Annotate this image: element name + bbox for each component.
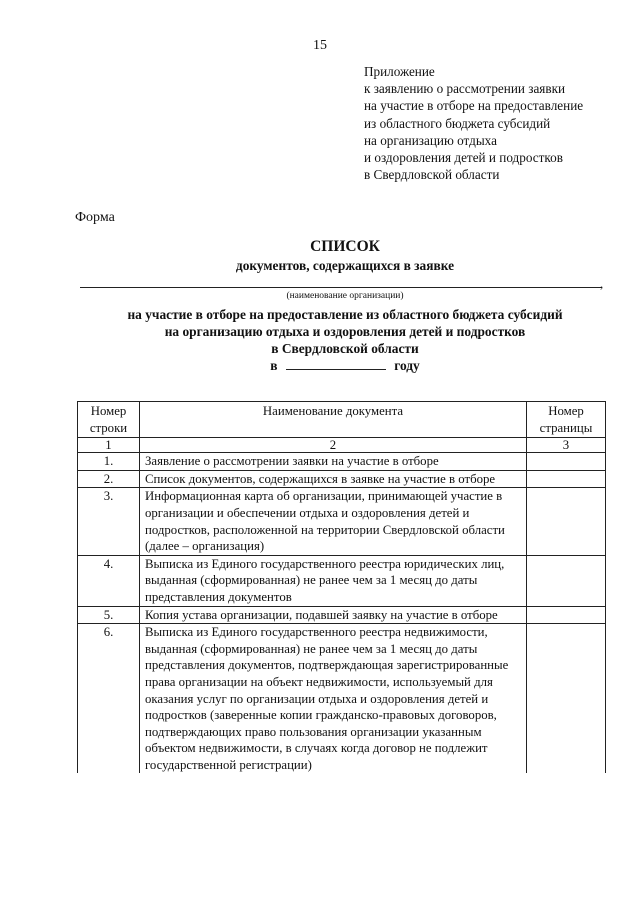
selection-heading xyxy=(0,306,640,357)
document-name: Заявление о рассмотрении заявки на участие в отборе xyxy=(140,453,527,471)
heading-line: на организацию отдыха и оздоровления детей и подростков xyxy=(164,324,526,339)
appendix-line: на организацию отдыха xyxy=(364,132,497,148)
index-cell: 1 xyxy=(78,438,140,453)
page-number-cell[interactable] xyxy=(527,606,606,624)
table-row xyxy=(78,470,606,488)
header-document-name: Наименование документа xyxy=(140,402,527,438)
heading-line: в Свердловской области xyxy=(271,341,419,356)
document-name: Информационная карта об организации, принимающей участие в организации и обеспечении отдыха и оздоровления детей и подростков, расположенной на территории Свердловской области (далее – организация) xyxy=(140,488,527,555)
appendix-line: в Свердловской области xyxy=(364,167,500,183)
table-row xyxy=(78,606,606,624)
row-number: 5. xyxy=(78,606,140,624)
page-number-cell[interactable] xyxy=(527,555,606,606)
page-number-cell[interactable] xyxy=(527,453,606,471)
page-number-cell[interactable] xyxy=(527,488,606,555)
appendix-line: на участие в отборе на предоставление xyxy=(364,98,584,114)
appendix-line: и оздоровления детей и подростков xyxy=(364,150,563,166)
form-label: Форма xyxy=(75,210,115,225)
row-number: 3. xyxy=(78,488,140,555)
row-number: 6. xyxy=(78,624,140,774)
document-name: Список документов, содержащихся в заявке на участие в отборе xyxy=(140,470,527,488)
appendix-line: Приложение xyxy=(364,64,435,79)
page-number-cell[interactable] xyxy=(527,470,606,488)
index-cell: 3 xyxy=(527,438,606,453)
document-subtitle: документов, содержащихся в заявке xyxy=(235,258,455,273)
header-page-number: Номер страницы xyxy=(527,402,606,438)
document-name: Копия устава организации, подавшей заявку на участие в отборе xyxy=(140,606,527,624)
appendix-note xyxy=(364,63,634,183)
row-number: 2. xyxy=(78,470,140,488)
organization-name-field[interactable] xyxy=(80,287,602,288)
document-title: СПИСОК xyxy=(310,238,380,255)
page-number-cell[interactable] xyxy=(527,624,606,774)
table-header-row xyxy=(78,402,606,438)
table-row xyxy=(78,453,606,471)
appendix-line: из областного бюджета субсидий xyxy=(364,115,551,131)
table-row xyxy=(78,624,606,774)
row-number: 4. xyxy=(78,555,140,606)
index-cell: 2 xyxy=(140,438,527,453)
year-line xyxy=(0,357,640,374)
page-number: 15 xyxy=(313,38,327,53)
organization-comma: , xyxy=(600,276,604,291)
appendix-line: к заявлению о рассмотрении заявки xyxy=(364,81,566,97)
year-field[interactable] xyxy=(286,357,386,370)
document-name: Выписка из Единого государственного реестра недвижимости, выданная (сформированная) не ранее чем за 1 месяц до даты представления документов, подтверждающая зарегистрированные права организации на объект недвижимости, используемый для оказания услуг по организации отдыха и оздоровления детей и подростков (заверенные копии гражданско-правовых договоров, подтверждающих право пользования организации указанным объектом недвижимости, в случаях когда договор не подлежит государственной регистрации) xyxy=(140,624,527,774)
year-prefix: в xyxy=(270,358,278,373)
heading-line: на участие в отборе на предоставление из областного бюджета субсидий xyxy=(127,307,563,322)
table-row xyxy=(78,488,606,555)
table-index-row xyxy=(78,438,606,453)
year-suffix: году xyxy=(394,358,420,373)
documents-table xyxy=(77,401,606,773)
organization-caption: (наименование организации) xyxy=(286,291,404,301)
table-row xyxy=(78,555,606,606)
row-number: 1. xyxy=(78,453,140,471)
header-row-number: Номер строки xyxy=(78,402,140,438)
document-name: Выписка из Единого государственного реестра юридических лиц, выданная (сформированная) не ранее чем за 1 месяц до даты представления документов xyxy=(140,555,527,606)
